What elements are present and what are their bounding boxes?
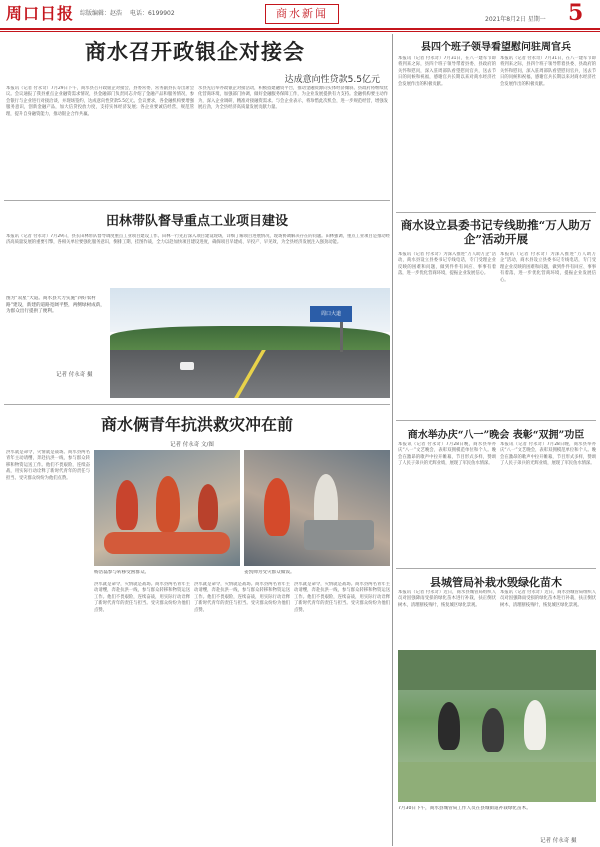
- road-sign: 周口大道: [310, 306, 352, 322]
- phone-info: 电话：6199902: [129, 10, 175, 17]
- road-photo-caption: 图为“双星”大道。商水县大力实施“四好农村路”建设，新建的道路宽阔平整，两侧绿树成荫，为群众出行提供了便利。: [6, 296, 105, 315]
- side-story3-headline: 商水举办庆“八一”晚会 表彰“双拥”功臣: [407, 430, 585, 441]
- side-rule-2: [396, 420, 596, 421]
- main-subhead: 达成意向性贷款5.5亿元: [284, 75, 380, 85]
- issue-date: 2021年8月2日 星期一: [485, 16, 546, 23]
- flood-caption-right: 姜凯帅为受灾群众做饭。: [244, 570, 295, 575]
- road-photo-credit: 记者 付永奇 摄: [56, 372, 93, 378]
- flood-body-col2: 洪水就是命令，灾情就是战场。商水县两名青年主动请缨，奔赴抗洪一线，参与群众转移和物资运送工作。他们不畏艰险，连续奋战，用实际行动诠释了新时代青年的责任与担当。受灾群众纷纷为他们点赞。: [94, 582, 190, 613]
- side-story4-body-a: 本报讯（记者 付永奇）近日，商水县城管局组织人员对因强降雨受损的绿化苗木进行补栽，扶正倒伏树木，清理断枝残叶，恢复城区绿化景观。: [398, 590, 496, 608]
- main-body-right: 水县先后举办政银企对接活动，积极搭建融资平台，推动金融资源向实体经济倾斜。县政府将继续优化营商环境，加强部门协调，做好金融服务保障工作，为企业发展提供有力支持。金融机构要主动作为，深入企业调研，精准对接融资需求。与会企业表示，将珍惜此次机会，进一步规范经营，增强发展后劲，为全县经济高质量发展贡献力量。: [198, 86, 388, 111]
- tianlin-headline: 田林带队督导重点工业项目建设: [105, 214, 288, 229]
- header-rule-thin: [0, 31, 600, 32]
- side-story4-headline: 县城管局补栽水毁绿化苗木: [430, 576, 562, 589]
- rescue-photo-left: [94, 450, 240, 566]
- side-story3-body-a: 本报讯（记者 付永奇）7月28日晚，商水县举办庆“八一”文艺晚会，表彰双拥模范单位和个人。晚会在激昂的歌声中拉开帷幕，节目形式多样，赞颂了人民子弟兵的光辉业绩，展现了军民鱼水情深。: [398, 442, 496, 467]
- greening-photo: [398, 650, 596, 802]
- flood-body-col3: 洪水就是命令，灾情就是战场。商水县两名青年主动请缨，奔赴抗洪一线，参与群众转移和物资运送工作。他们不畏艰险，连续奋战，用实际行动诠释了新时代青年的责任与担当。受灾群众纷纷为他们点赞。: [194, 582, 290, 613]
- side-story3-body-b: 本报讯（记者 付永奇）7月28日晚，商水县举办庆“八一”文艺晚会，表彰双拥模范单位和个人。晚会在激昂的歌声中拉开帷幕，节目形式多样，赞颂了人民子弟兵的光辉业绩，展现了军民鱼水情深。: [500, 442, 596, 467]
- flood-headline: 商水俩青年抗洪救灾冲在前: [100, 415, 293, 434]
- road-photo: [110, 288, 390, 398]
- flood-byline: 记者 付永奇 文/图: [170, 442, 214, 448]
- flood-caption-left: 杨浩磊参与转移受困群众。: [94, 570, 150, 575]
- side-story1-body-b: 本报讯（记者 付永奇）7月31日，在八一建军节即将到来之际，县四个班子领导带着县委、县政府的关怀和慰问，深入驻周部队看望慰问官兵，送去节日的问候和祝福，感谢官兵长期以来对商水经济社会发展作出的积极贡献。: [500, 56, 596, 87]
- greening-caption: 7月30日下午，商水县城管局工作人员在县城街道补栽绿化苗木。: [398, 806, 531, 811]
- side-rule-1: [396, 212, 596, 213]
- side-rule-3: [396, 568, 596, 569]
- editor-info: 综版编辑：赵浩: [80, 10, 123, 17]
- edition-meta: [80, 8, 181, 17]
- side-story1-body-a: 本报讯（记者 付永奇）7月31日，在八一建军节即将到来之际，县四个班子领导带着县委、县政府的关怀和慰问，深入驻周部队看望慰问官兵，送去节日的问候和祝福，感谢官兵长期以来对商水经济社会发展作出的积极贡献。: [398, 56, 496, 87]
- side-story2-body-a: 本报讯（记者 付永奇）为深入推进“万人助万企”活动，商水县设立县委书记专线电话，专门受理企业反映的困难和问题，做到件件有回应、事事有着落，进一步优化营商环境，提振企业发展信心。: [398, 252, 496, 277]
- side-story2-body-b: 本报讯（记者 付永奇）为深入推进“万人助万企”活动，商水县设立县委书记专线电话，专门受理企业反映的困难和问题，做到件件有回应、事事有着落，进一步优化营商环境，提振企业发展信心。: [500, 252, 596, 283]
- masthead-logo: 周口日报: [6, 4, 75, 23]
- greening-credit: 记者 付永奇 摄: [540, 838, 577, 844]
- side-story1-headline: 县四个班子领导看望慰问驻周官兵: [421, 42, 571, 53]
- tianlin-body: 本报讯（记者 付永奇）7月29日，县长田林带队督导调度重点工业项目建设工作。田林一行先后深入项目建设现场，详细了解项目进展情况，现场协调解决存在的问题。田林强调，重点工业项目是推动经济高质量发展的重要引擎，各相关单位要强化服务意识，倒排工期、挂图作战，全力以赴加快项目建设进度，确保项目早建成、早投产、早见效，为全县经济发展注入强劲动能。: [6, 234, 390, 246]
- side-story4-body-b: 本报讯（记者 付永奇）近日，商水县城管局组织人员对因强降雨受损的绿化苗木进行补栽，扶正倒伏树木，清理断枝残叶，恢复城区绿化景观。: [500, 590, 596, 608]
- section-title: 商水新闻: [265, 4, 339, 24]
- page-number: 5: [568, 0, 584, 26]
- flood-body-col1: 洪水就是命令，灾情就是战场。商水县两名青年主动请缨，奔赴抗洪一线，参与群众转移和物资运送工作。他们不畏艰险，连续奋战，用实际行动诠释了新时代青年的责任与担当。受灾群众纷纷为他们点赞。: [6, 450, 90, 481]
- rescue-photo-right: [244, 450, 390, 566]
- section-rule-2: [4, 404, 390, 405]
- main-body-left: 本报讯（记者 付永奇）7月29日下午，商水县召开政银企对接会，县委常委、常务副县长等出席会议。会议通报了我县重点企业融资需求情况，县金融部门负责同志介绍了金融产品和服务情况，参会银行与企业进行对接洽谈，并现场签约，达成意向性贷款5.5亿元。会议要求，各金融机构要增强服务意识，创新金融产品，加大信贷投放力度，支持实体经济发展；各企业要诚信经营，规范管理，提升自身融资能力，推动银企合作共赢。: [6, 86, 194, 117]
- header-rule: [0, 28, 600, 30]
- main-headline: 商水召开政银企对接会: [85, 39, 305, 64]
- column-divider: [392, 34, 393, 846]
- side-story2-headline: 商水设立县委书记专线助推“万人助万企”活动开展: [400, 218, 592, 246]
- flood-body-col4: 洪水就是命令，灾情就是战场。商水县两名青年主动请缨，奔赴抗洪一线，参与群众转移和物资运送工作。他们不畏艰险，连续奋战，用实际行动诠释了新时代青年的责任与担当。受灾群众纷纷为他们点赞。: [294, 582, 390, 613]
- section-rule: [4, 200, 390, 201]
